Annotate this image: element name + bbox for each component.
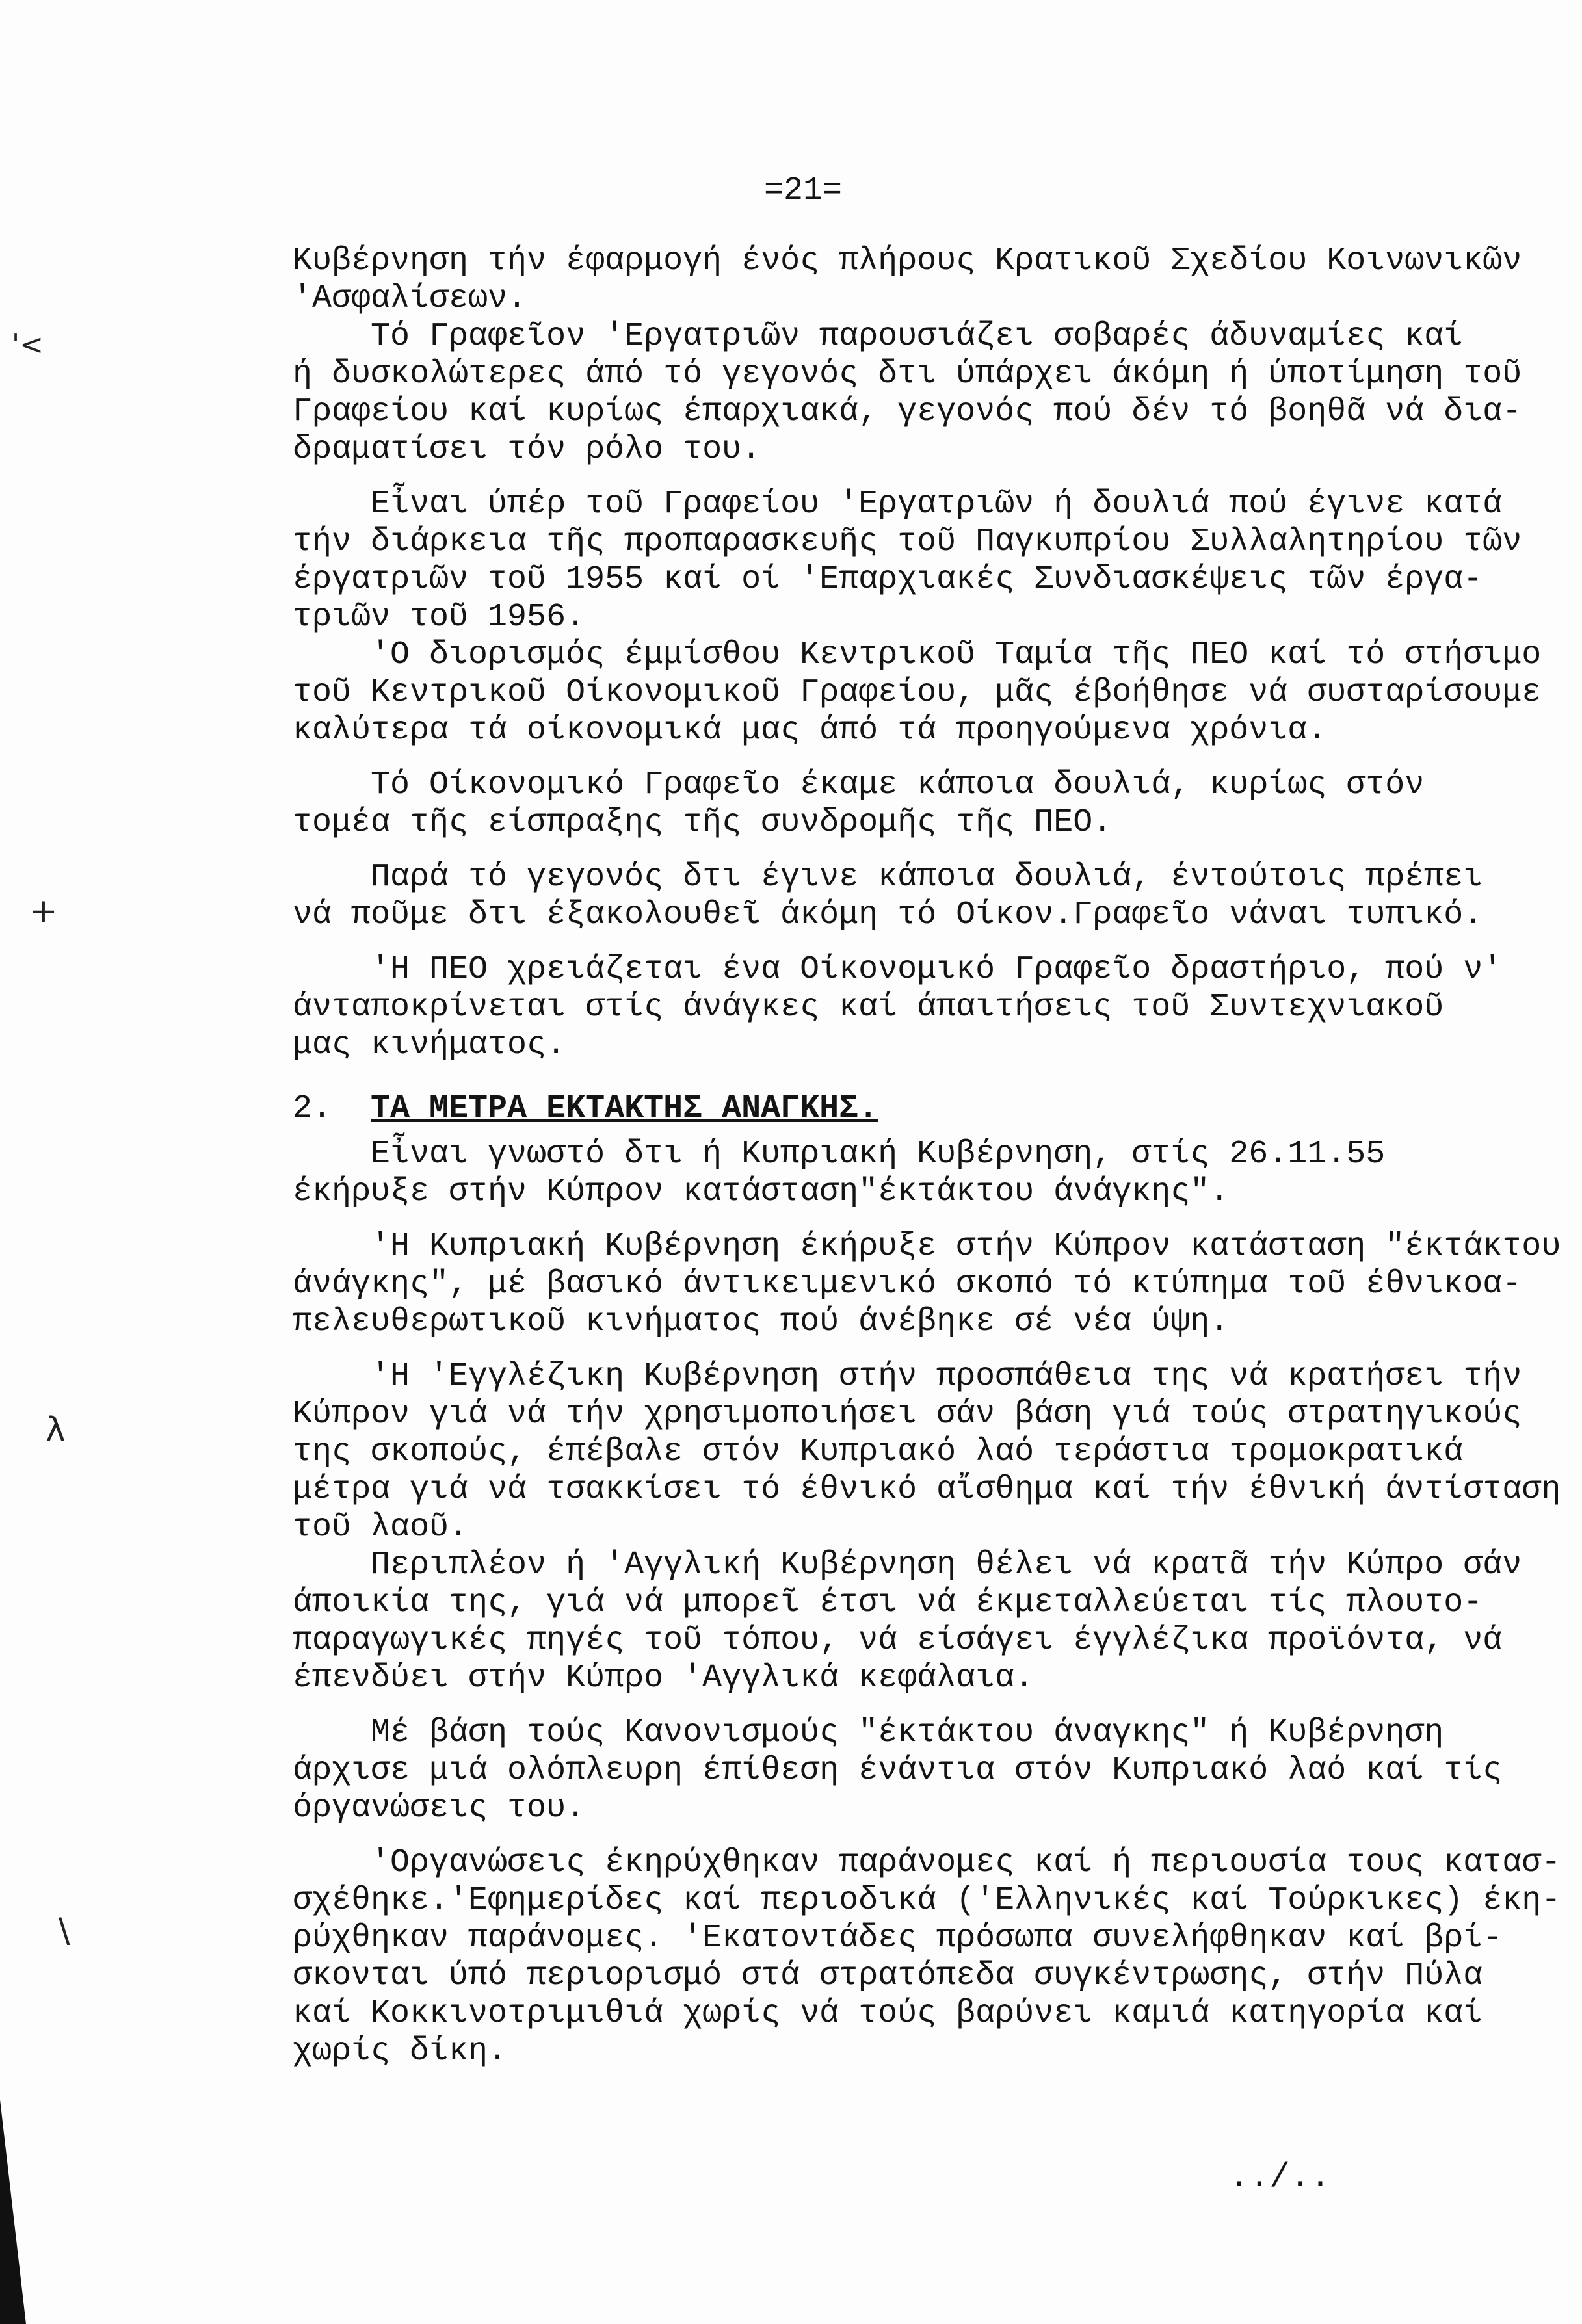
paragraph-gap xyxy=(293,934,1582,951)
text-line: άποικία της, γιά νά μπορεῖ έτσι νά έκμεταλλεύεται τίς πλουτο- xyxy=(293,1584,1483,1621)
paragraph-gap xyxy=(293,1827,1582,1844)
text-line: παραγωγικές πηγές τοῦ τόπου, νά είσάγει έγγλέζικα προϊόντα, νά xyxy=(293,1622,1503,1659)
text-line: 'Η Κυπριακή Κυβέρνηση έκήρυξε στήν Κύπρον κατάσταση "έκτάκτου xyxy=(293,1228,1561,1265)
text-line: έργατριῶν τοῦ 1955 καί οί 'Επαρχιακές Συνδιασκέψεις τῶν έργα- xyxy=(293,561,1483,598)
text-line: έπενδύει στήν Κύπρο 'Αγγλικά κεφάλαια. xyxy=(293,1660,1035,1697)
document-body xyxy=(293,172,1582,2070)
text-line: νά ποῦμε δτι έξακολουθεῖ άκόμη τό Οίκον.Γραφεῖο νάναι τυπικό. xyxy=(293,896,1483,934)
margin-mark-1: '< xyxy=(12,328,44,361)
paragraph-gap xyxy=(293,1697,1582,1714)
margin-mark-3: λ xyxy=(46,1411,66,1450)
text-line: τομέα τῆς είσπραξης τῆς συνδρομῆς τῆς ΠΕΟ. xyxy=(293,804,1113,841)
text-line: της σκοπούς, έπέβαλε στόν Κυπριακό λαό τεράστια τρομοκρατικά xyxy=(293,1433,1464,1470)
text-line: τοῦ Κεντρικοῦ Οίκονομικοῦ Γραφείου, μᾶς έβοήθησε νά συσταρίσουμε xyxy=(293,674,1542,711)
text-line: Εἶναι γνωστό δτι ή Κυπριακή Κυβέρνηση, στίς 26.11.55 xyxy=(293,1136,1386,1173)
text-line: Περιπλέον ή 'Αγγλική Κυβέρνηση θέλει νά κρατᾶ τήν Κύπρο σάν xyxy=(293,1547,1522,1584)
margin-mark-2: + xyxy=(29,892,58,931)
text-line: τριῶν τοῦ 1956. xyxy=(293,599,586,636)
text-line: ή δυσκολώτερες άπό τό γεγονός δτι ύπάρχει άκόμη ή ύποτίμηση τοῦ xyxy=(293,356,1522,393)
text-line: σκονται ύπό περιορισμό στά στρατόπεδα συγκέντρωσης, στήν Πύλα xyxy=(293,1957,1483,1994)
text-line: χωρίς δίκη. xyxy=(293,2033,508,2070)
section-title: ΤΑ ΜΕΤΡΑ ΕΚΤΑΚΤΗΣ ΑΝΑΓΚΗΣ. xyxy=(371,1090,878,1127)
paragraph-gap xyxy=(293,469,1582,486)
text-line: Εἶναι ύπέρ τοῦ Γραφείου 'Εργατριῶν ή δουλιά πού έγινε κατά xyxy=(293,486,1503,523)
text-line: Μέ βάση τούς Κανονισμούς "έκτάκτου άναγκης" ή Κυβέρνηση xyxy=(293,1714,1444,1751)
text-line: Τό Γραφεῖον 'Εργατριῶν παρουσιάζει σοβαρές άδυναμίες καί xyxy=(293,318,1464,355)
text-line: ρύχθηκαν παράνομες. 'Εκατοντάδες πρόσωπα συνελήφθηκαν καί βρί- xyxy=(293,1920,1503,1957)
text-line: καλύτερα τά οίκονομικά μας άπό τά προηγούμενα χρόνια. xyxy=(293,712,1327,749)
section-heading xyxy=(293,1090,1582,1128)
page-number: =21= xyxy=(763,172,843,209)
paragraph-gap xyxy=(293,1211,1582,1228)
text-line: τοῦ λαοῦ. xyxy=(293,1509,469,1546)
text-line: Παρά τό γεγονός δτι έγινε κάποια δουλιά, έντούτοις πρέπει xyxy=(293,859,1483,896)
text-line: Γραφείου καί κυρίως έπαρχιακά, γεγονός πού δέν τό βοηθᾶ νά δια- xyxy=(293,393,1522,430)
scan-edge-shadow xyxy=(0,2100,26,2324)
text-line: άρχισε μιά ολόπλευρη έπίθεση ένάντια στόν Κυπριακό λαό καί τίς xyxy=(293,1752,1503,1789)
text-line: 'Η 'Εγγλέζικη Κυβέρνηση στήν προσπάθεια της νά κρατήσει τήν xyxy=(293,1358,1522,1395)
text-line: έκήρυξε στήν Κύπρον κατάσταση"έκτάκτου άνάγκης". xyxy=(293,1173,1230,1210)
text-line: σχέθηκε.'Εφημερίδες καί περιοδικά ('Ελληνικές καί Τούρκικες) έκη- xyxy=(293,1882,1561,1919)
text-line: Κυβέρνηση τήν έφαρμογή ένός πλήρους Κρατικοῦ Σχεδίου Κοινωνικῶν xyxy=(293,242,1522,280)
paragraph-gap xyxy=(293,750,1582,766)
text-line: 'Ο διορισμός έμμίσθου Κεντρικοῦ Ταμία τῆς ΠΕΟ καί τό στήσιμο xyxy=(293,636,1542,673)
text-line: Κύπρον γιά νά τήν χρησιμοποιήσει σάν βάση γιά τούς στρατηγικούς xyxy=(293,1396,1522,1433)
text-line: δραματίσει τόν ρόλο του. xyxy=(293,431,761,468)
margin-mark-4: \ xyxy=(59,1911,70,1950)
text-line: 'Η ΠΕΟ χρειάζεται ένα Οίκονομικό Γραφεῖο δραστήριο, πού ν' xyxy=(293,951,1503,988)
section-2-paragraphs xyxy=(293,1136,1582,2070)
text-line: τήν διάρκεια τῆς προπαρασκευῆς τοῦ Παγκυπρίου Συλλαλητηρίου τῶν xyxy=(293,523,1522,560)
text-line: πελευθερωτικοῦ κινήματος πού άνέβηκε σέ νέα ύψη. xyxy=(293,1303,1230,1340)
paragraph-gap xyxy=(293,1341,1582,1358)
text-line: 'Οργανώσεις έκηρύχθηκαν παράνομες καί ή περιουσία τους κατασ- xyxy=(293,1844,1561,1881)
text-line: όργανώσεις του. xyxy=(293,1790,586,1827)
text-line: μας κινήματος. xyxy=(293,1026,566,1064)
paragraph-gap xyxy=(293,842,1582,859)
section-1-paragraphs xyxy=(293,242,1582,1064)
text-line: μέτρα γιά νά τσακκίσει τό έθνικό αἴσθημα καί τήν έθνική άντίσταση xyxy=(293,1471,1561,1508)
section-number: 2. xyxy=(293,1090,332,1127)
text-line: Τό Οίκονομικό Γραφεῖο έκαμε κάποια δουλιά, κυρίως στόν xyxy=(293,766,1425,803)
continuation-mark: ../.. xyxy=(1229,2158,1331,2197)
text-line: άνάγκης", μέ βασικό άντικειμενικό σκοπό τό κτύπημα τοῦ έθνικοα- xyxy=(293,1266,1522,1303)
text-line: άνταποκρίνεται στίς άνάγκες καί άπαιτήσεις τοῦ Συντεχνιακοῦ xyxy=(293,989,1444,1026)
text-line: καί Κοκκινοτριμιθιά χωρίς νά τούς βαρύνει καμιά κατηγορία καί xyxy=(293,1995,1483,2032)
text-line: 'Ασφαλίσεων. xyxy=(293,280,527,317)
